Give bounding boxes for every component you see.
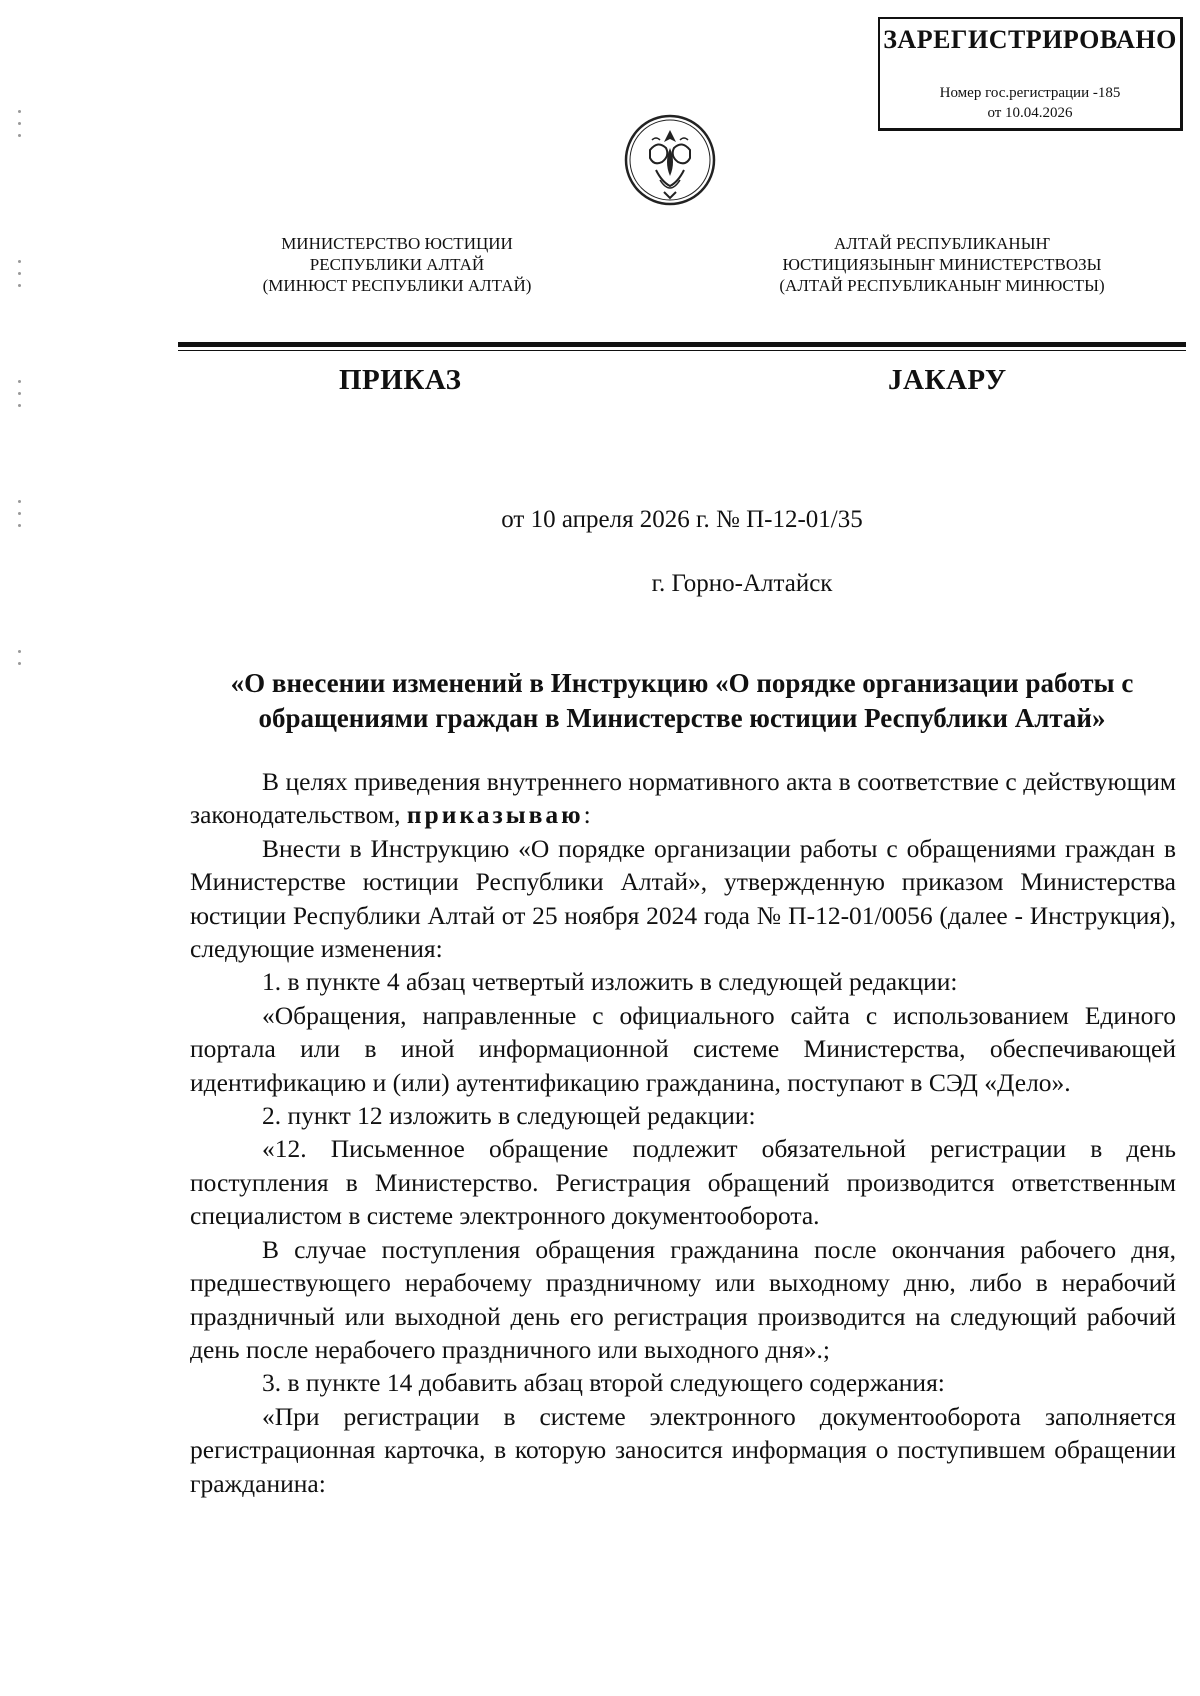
subject-line: «О внесении изменений в Инструкцию «О порядке организации работы с bbox=[230, 668, 1134, 698]
header-divider-thin bbox=[178, 350, 1186, 351]
paragraph: 1. в пункте 4 абзац четвертый изложить в следующей редакции: bbox=[262, 967, 958, 997]
header-line: РЕСПУБЛИКИ АЛТАЙ bbox=[309, 255, 485, 274]
header-line: АЛТАЙ РЕСПУБЛИКАНЫҤ bbox=[834, 234, 1050, 253]
stamp-reg-number: Номер гос.регистрации -185 bbox=[939, 85, 1121, 101]
order-subject bbox=[178, 666, 1186, 736]
paragraph-preamble bbox=[190, 765, 1176, 832]
paragraph: 3. в пункте 14 добавить абзац второй следующего содержания: bbox=[262, 1368, 945, 1398]
order-city: г. Горно-Алтайск bbox=[651, 570, 833, 597]
stamp-title: ЗАРЕГИСТРИРОВАНО bbox=[883, 25, 1177, 54]
order-title-alt: ЈАКАРУ bbox=[888, 364, 1007, 396]
header-line: МИНИСТЕРСТВО ЮСТИЦИИ bbox=[281, 234, 513, 253]
paragraph: «Обращения, направленные с официального сайта с использованием Единого портала или в иной информационной системе Министерства, обеспечивающей идентификацию и (или) аутентификацию гражданина, поступают в СЭД «Дело». bbox=[190, 1000, 1176, 1097]
ministry-header-ru bbox=[232, 233, 562, 296]
paragraph: 2. пункт 12 изложить в следующей редакции: bbox=[262, 1101, 756, 1131]
preamble-colon: : bbox=[583, 800, 591, 830]
altai-coat-of-arms-icon bbox=[620, 110, 720, 220]
paragraph: «12. Письменное обращение подлежит обязательной регистрации в день поступления в Министерство. Регистрация обращений производится ответственным специалистом в системе электронного документооборота. bbox=[190, 1134, 1176, 1231]
ministry-header-alt bbox=[742, 233, 1142, 296]
header-divider bbox=[178, 342, 1186, 347]
paragraph: В случае поступления обращения гражданина после окончания рабочего дня, предшествующего нерабочему праздничному или выходному дню, либо в нерабочий праздничный или выходной день его регистрация производится на следующий рабочий день после нерабочего праздничного или выходного дня».; bbox=[190, 1234, 1176, 1364]
stamp-reg-date: от 10.04.2026 bbox=[987, 105, 1073, 121]
paragraph: Внести в Инструкцию «О порядке организации работы с обращениями граждан в Министерстве юстиции Республики Алтай», утвержденную приказом Министерства юстиции Республики Алтай от 25 ноября 2024 года № П-12-01/0056 (далее - Инструкция), следующие изменения: bbox=[190, 833, 1176, 964]
header-line: ЮСТИЦИЯЗЫНЫҤ МИНИСТЕРСТВОЗЫ bbox=[782, 255, 1102, 274]
order-title-ru: ПРИКАЗ bbox=[339, 364, 462, 396]
header-line: (МИНЮСТ РЕСПУБЛИКИ АЛТАЙ) bbox=[262, 276, 532, 295]
order-body bbox=[190, 765, 1176, 1500]
subject-line: обращениями граждан в Министерстве юстиции Республики Алтай» bbox=[258, 703, 1106, 733]
order-verb: приказываю bbox=[406, 800, 584, 830]
header-line: (АЛТАЙ РЕСПУБЛИКАНЫҤ МИНЮСТЫ) bbox=[779, 276, 1105, 295]
paragraph: «При регистрации в системе электронного документооборота заполняется регистрационная карточка, в которую заносится информация о поступившем обращении гражданина: bbox=[190, 1401, 1176, 1498]
binding-marks bbox=[18, 110, 22, 670]
preamble-text: В целях приведения внутреннего нормативного акта в соответствие с действующим законодательством, bbox=[190, 767, 1176, 830]
order-date-number: от 10 апреля 2026 г. № П-12-01/35 bbox=[501, 506, 863, 533]
registration-stamp bbox=[878, 17, 1183, 131]
